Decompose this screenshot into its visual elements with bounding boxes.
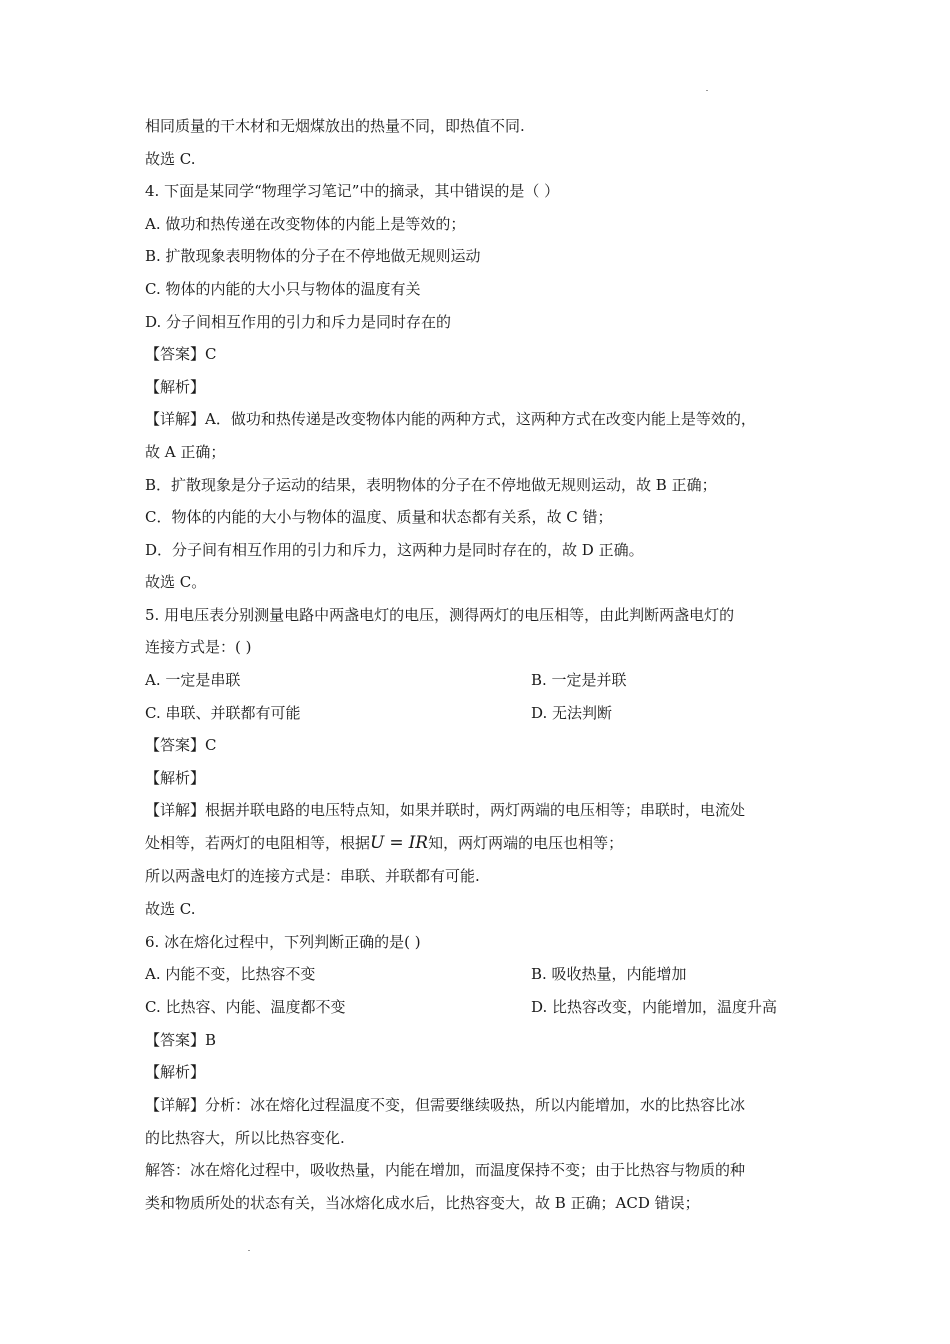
question-5-analysis-heading: 【解析】 — [145, 769, 206, 787]
text-line: 相同质量的干木材和无烟煤放出的热量不同，即热值不同. — [145, 117, 525, 135]
question-6-stem: 6. 冰在熔化过程中，下列判断正确的是( ) — [145, 933, 421, 951]
question-6-option-c: C. 比热容、内能、温度都不变 — [145, 998, 346, 1016]
question-5-option-c: C. 串联、并联都有可能 — [145, 704, 301, 722]
choice-conclusion: 故选 C. — [145, 150, 196, 168]
question-6-option-a: A. 内能不变，比热容不变 — [145, 965, 316, 983]
detail-text: 处相等，若两灯的电阻相等，根据 — [145, 834, 371, 852]
formula-equals: = — [389, 833, 404, 853]
question-6-detail: 类和物质所处的状态有关，当冰熔化成水后，比热容变大，故 B 正确；ACD 错误； — [145, 1194, 700, 1212]
question-5-answer: 【答案】C — [145, 736, 217, 754]
question-4-detail: D．分子间有相互作用的引力和斥力，这两种力是同时存在的，故 D 正确。 — [145, 541, 644, 559]
question-6-detail: 【详解】分析：冰在熔化过程温度不变，但需要继续吸热，所以内能增加，水的比热容比冰 — [145, 1096, 746, 1114]
question-6-option-d: D. 比热容改变，内能增加，温度升高 — [531, 998, 778, 1016]
question-4-option-b: B. 扩散现象表明物体的分子在不停地做无规则运动 — [145, 247, 481, 265]
question-6-option-b: B. 吸收热量，内能增加 — [531, 965, 687, 983]
formula-variable-ir: IR — [408, 833, 429, 853]
question-4-stem: 4. 下面是某同学“物理学习笔记”中的摘录，其中错误的是（ ） — [145, 182, 560, 200]
question-4-detail: 【详解】A．做功和热传递是改变物体内能的两种方式，这两种方式在改变内能上是等效的， — [145, 410, 756, 428]
question-4-answer: 【答案】C — [145, 345, 217, 363]
question-5-stem: 连接方式是：( ) — [145, 638, 252, 656]
question-5-detail: 所以两盏电灯的连接方式是：串联、并联都有可能. — [145, 867, 480, 885]
scan-mark — [248, 1250, 250, 1251]
question-6-detail: 解答：冰在熔化过程中，吸收热量，内能在增加，而温度保持不变；由于比热容与物质的种 — [145, 1161, 746, 1179]
question-5-stem: 5. 用电压表分别测量电路中两盏电灯的电压，测得两灯的电压相等，由此判断两盏电灯的 — [145, 606, 735, 624]
question-5-option-b: B. 一定是并联 — [531, 671, 627, 689]
question-5-detail — [145, 833, 623, 853]
question-5-detail: 【详解】根据并联电路的电压特点知，如果并联时，两灯两端的电压相等；串联时，电流处 — [145, 801, 746, 819]
choice-conclusion: 故选 C. — [145, 900, 196, 918]
formula-variable-u: U — [370, 833, 385, 853]
question-5-option-a: A. 一定是串联 — [145, 671, 241, 689]
question-4-option-d: D. 分子间相互作用的引力和斥力是同时存在的 — [145, 313, 452, 331]
question-6-analysis-heading: 【解析】 — [145, 1063, 206, 1081]
question-4-detail: C．物体的内能的大小与物体的温度、质量和状态都有关系，故 C 错； — [145, 508, 613, 526]
choice-conclusion: 故选 C。 — [145, 573, 207, 591]
question-6-answer: 【答案】B — [145, 1031, 217, 1049]
question-4-detail: 故 A 正确； — [145, 443, 226, 461]
question-4-analysis-heading: 【解析】 — [145, 378, 206, 396]
question-4-option-c: C. 物体的内能的大小只与物体的温度有关 — [145, 280, 421, 298]
question-4-option-a: A. 做功和热传递在改变物体的内能上是等效的； — [145, 215, 466, 233]
question-4-detail: B．扩散现象是分子运动的结果，表明物体的分子在不停地做无规则运动，故 B 正确； — [145, 476, 717, 494]
question-5-option-d: D. 无法判断 — [531, 704, 613, 722]
scan-mark — [706, 90, 708, 91]
detail-text: 知，两灯两端的电压也相等； — [428, 834, 624, 852]
question-6-detail: 的比热容大，所以比热容变化. — [145, 1129, 345, 1147]
